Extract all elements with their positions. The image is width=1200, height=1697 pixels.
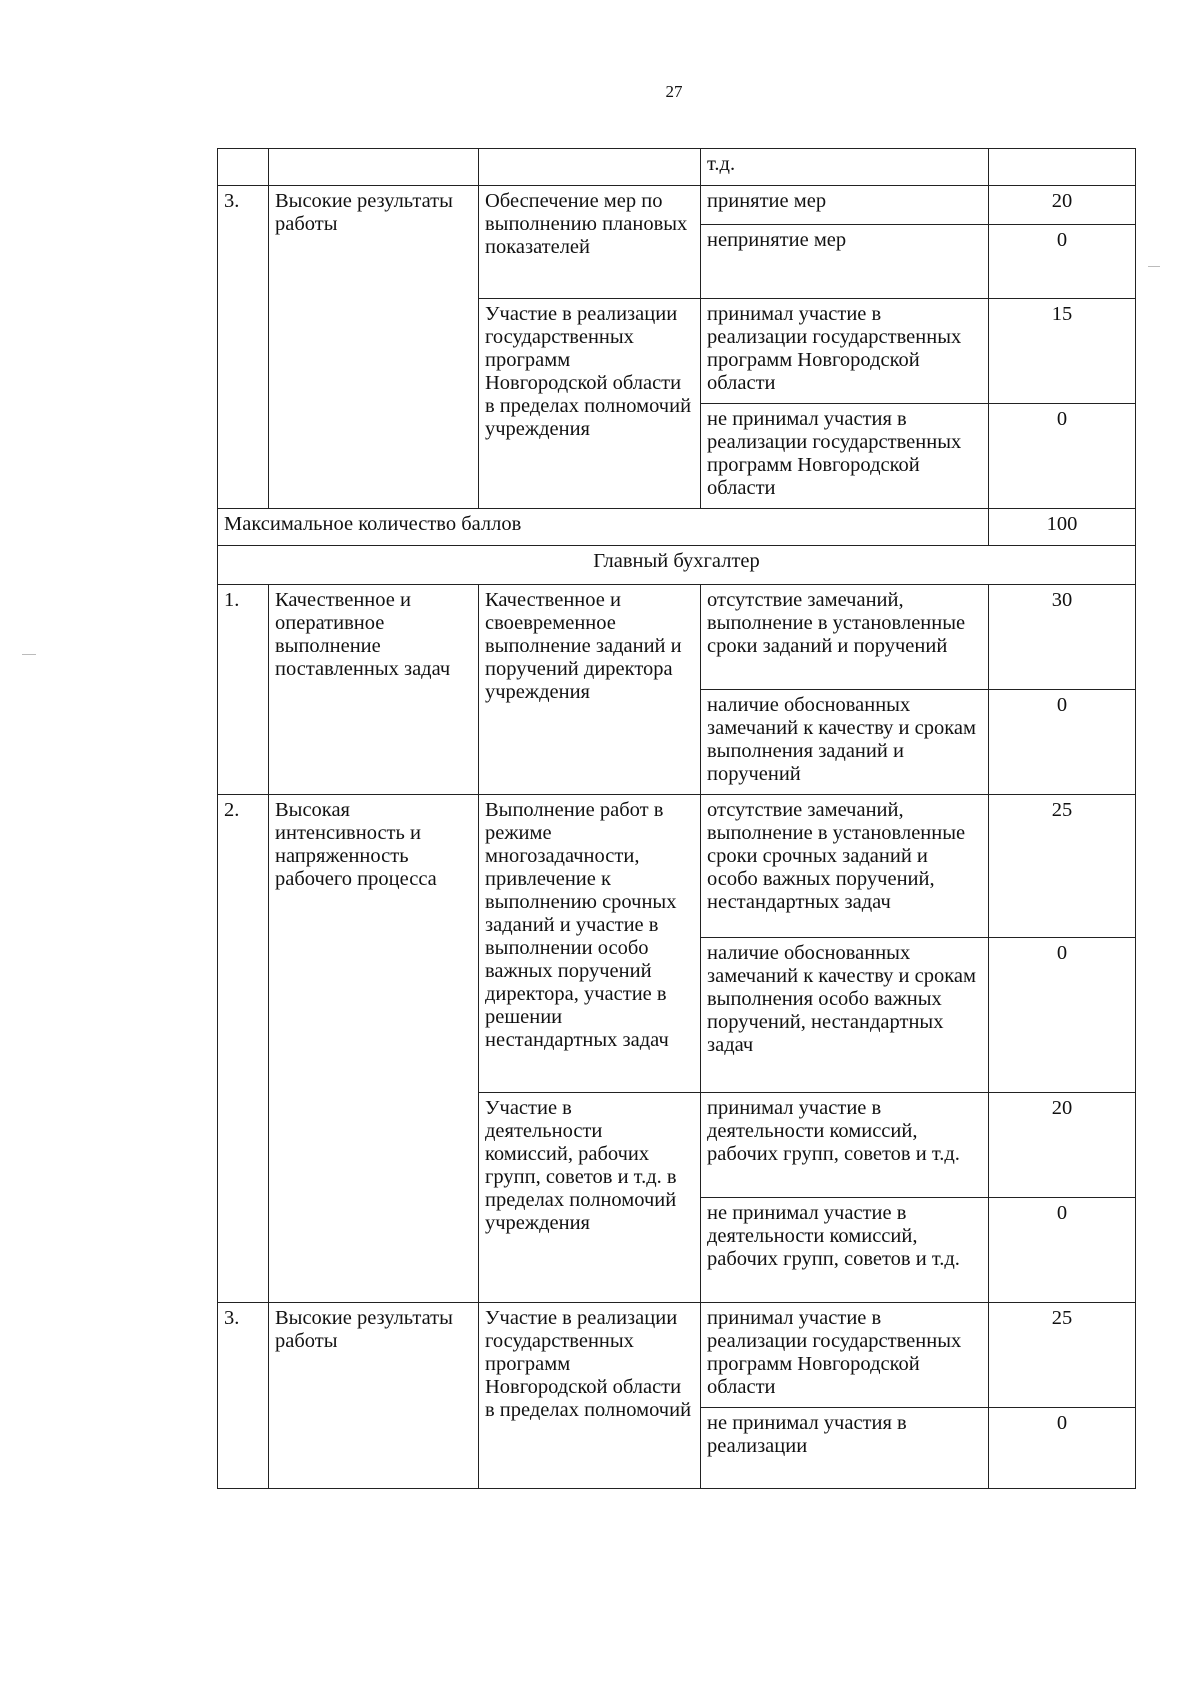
row-number: 3.: [218, 186, 269, 509]
table-row: [218, 585, 1136, 690]
score-cell: 0: [989, 225, 1136, 299]
indicator-cell: Качественное и оперативное выполнение поставленных задач: [269, 585, 479, 795]
criterion-cell: Выполнение работ в режиме многозадачности, привлечение к выполнению срочных заданий и участие в выполнении особо важных поручений директора, участие в решении нестандартных задач: [479, 795, 701, 1093]
condition-cell: непринятие мер: [701, 225, 989, 299]
score-cell: 0: [989, 938, 1136, 1093]
row-number: 2.: [218, 795, 269, 1303]
condition-cell: отсутствие замечаний, выполнение в установленные сроки срочных заданий и особо важных поручений, нестандартных задач: [701, 795, 989, 938]
criterion-cell: Участие в реализации государственных программ Новгородской области в пределах полномочий: [479, 1303, 701, 1489]
condition-cell: принимал участие в реализации государственных программ Новгородской области: [701, 299, 989, 404]
score-cell: 0: [989, 1408, 1136, 1489]
condition-cell: не принимал участия в реализации государственных программ Новгородской области: [701, 404, 989, 509]
criterion-cell: Участие в реализации государственных программ Новгородской области в пределах полномочий учреждения: [479, 299, 701, 509]
criterion-cell: Качественное и своевременное выполнение заданий и поручений директора учреждения: [479, 585, 701, 795]
score-cell: 25: [989, 795, 1136, 938]
score-cell: 0: [989, 404, 1136, 509]
condition-cell: не принимал участия в реализации: [701, 1408, 989, 1489]
max-score-row: [218, 509, 1136, 546]
criterion-cell: [479, 149, 701, 186]
criterion-cell: Обеспечение мер по выполнению плановых показателей: [479, 186, 701, 299]
score-cell: 20: [989, 186, 1136, 225]
score-cell: [989, 149, 1136, 186]
score-cell: 20: [989, 1093, 1136, 1198]
condition-cell: принимал участие в деятельности комиссий, рабочих групп, советов и т.д.: [701, 1093, 989, 1198]
num-cell: [218, 149, 269, 186]
condition-cell: отсутствие замечаний, выполнение в установленные сроки заданий и поручений: [701, 585, 989, 690]
condition-cell: т.д.: [701, 149, 989, 186]
scan-artifact: [1148, 266, 1160, 267]
max-score-label: Максимальное количество баллов: [218, 509, 989, 546]
table-row: [218, 149, 1136, 186]
score-cell: 0: [989, 690, 1136, 795]
criterion-cell: Участие в деятельности комиссий, рабочих групп, советов и т.д. в пределах полномочий учреждения: [479, 1093, 701, 1303]
score-cell: 30: [989, 585, 1136, 690]
score-cell: 15: [989, 299, 1136, 404]
indicator-cell: [269, 149, 479, 186]
row-number: 1.: [218, 585, 269, 795]
section-title-row: [218, 546, 1136, 585]
evaluation-criteria-table: [217, 148, 1136, 1489]
table-row: [218, 186, 1136, 225]
score-cell: 0: [989, 1198, 1136, 1303]
indicator-cell: Высокая интенсивность и напряженность рабочего процесса: [269, 795, 479, 1303]
condition-cell: не принимал участие в деятельности комиссий, рабочих групп, советов и т.д.: [701, 1198, 989, 1303]
table-row: [218, 1303, 1136, 1408]
table-row: [218, 795, 1136, 938]
condition-cell: принятие мер: [701, 186, 989, 225]
score-cell: 25: [989, 1303, 1136, 1408]
condition-cell: наличие обоснованных замечаний к качеству и срокам выполнения особо важных поручений, нестандартных задач: [701, 938, 989, 1093]
scan-artifact: [22, 654, 36, 655]
indicator-cell: Высокие результаты работы: [269, 186, 479, 509]
condition-cell: принимал участие в реализации государственных программ Новгородской области: [701, 1303, 989, 1408]
max-score-value: 100: [989, 509, 1136, 546]
condition-cell: наличие обоснованных замечаний к качеству и срокам выполнения заданий и поручений: [701, 690, 989, 795]
indicator-cell: Высокие результаты работы: [269, 1303, 479, 1489]
page-number: 27: [665, 82, 683, 101]
row-number: 3.: [218, 1303, 269, 1489]
section-title: Главный бухгалтер: [218, 546, 1136, 585]
